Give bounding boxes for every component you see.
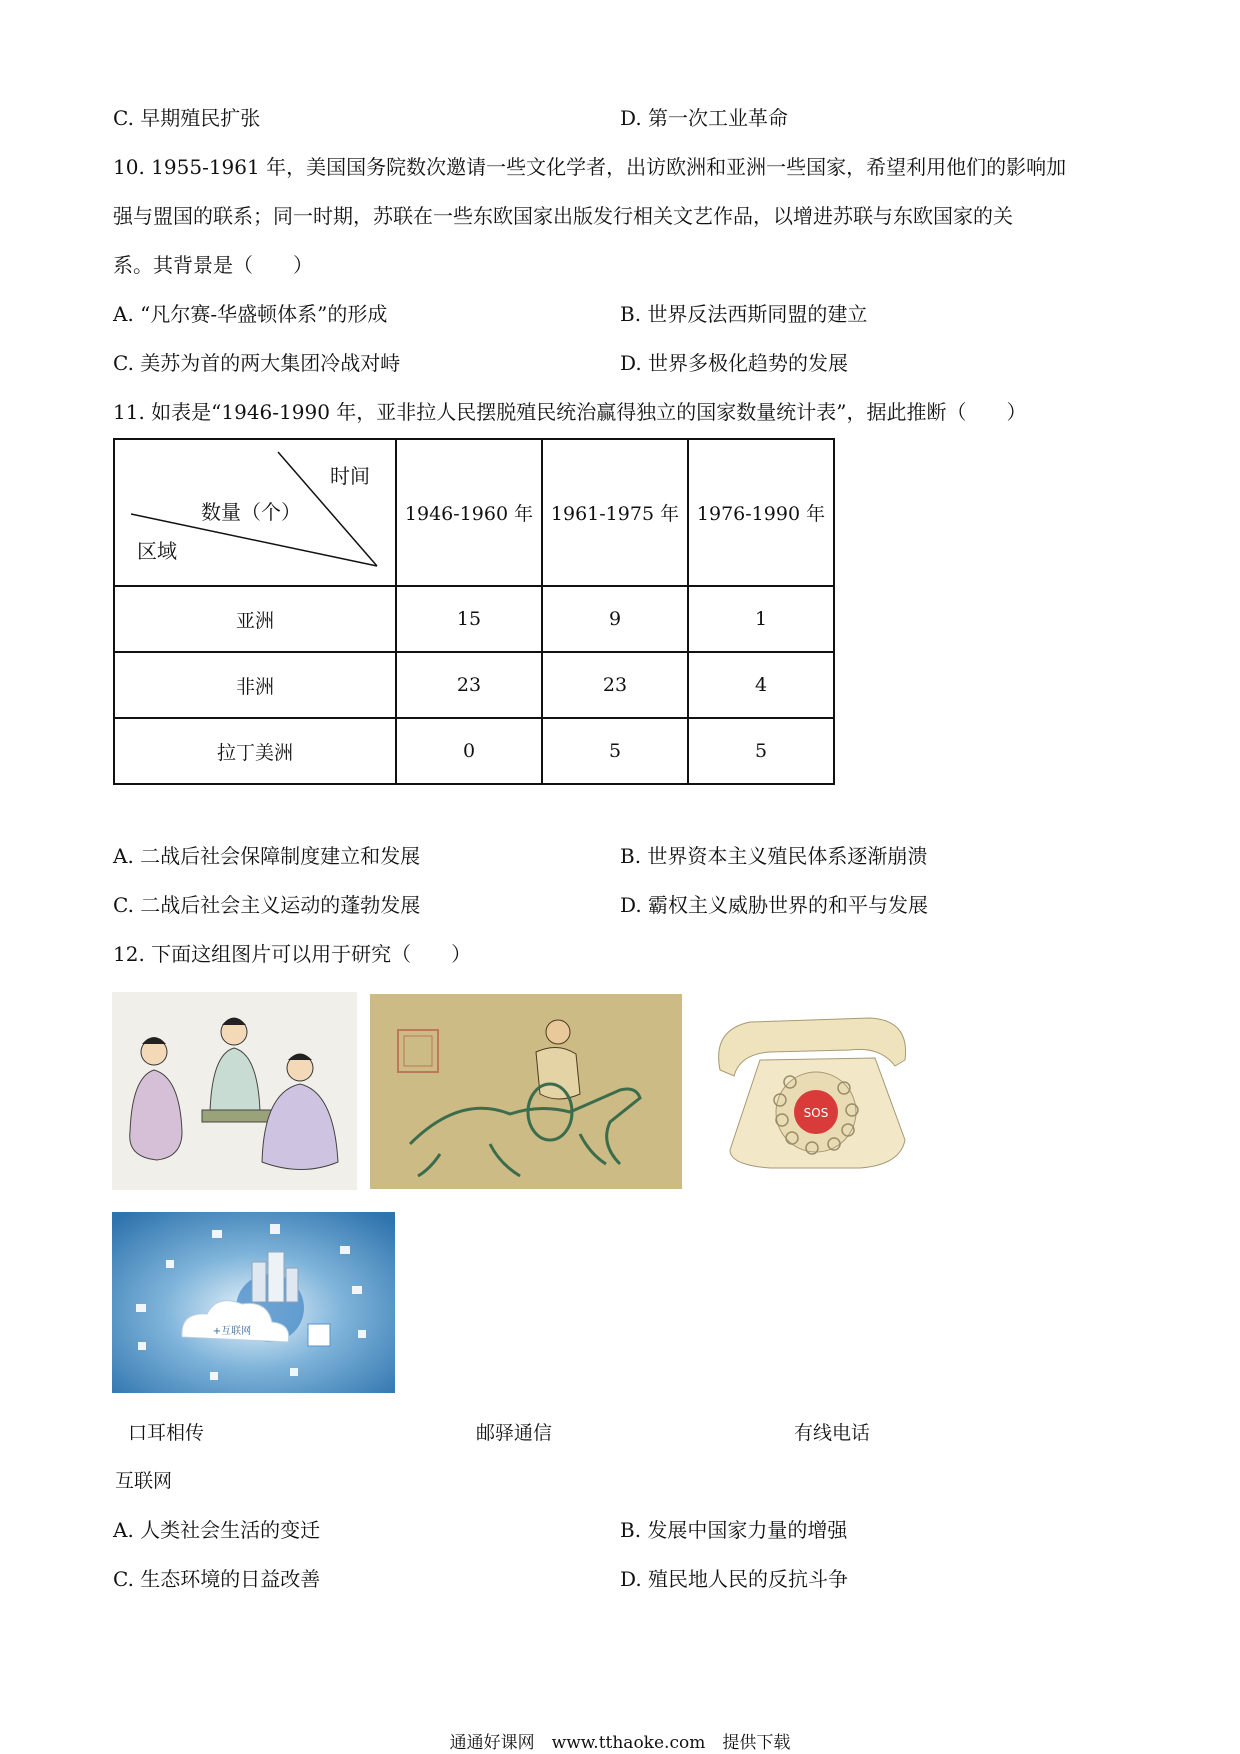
table-cell: 0 [396, 718, 542, 784]
column-header: 1961-1975 年 [542, 439, 688, 586]
postal-courier-image [370, 994, 682, 1189]
table-cell: 5 [688, 718, 834, 784]
table-cell: 1 [688, 586, 834, 652]
caption-postal-courier: 邮驿通信 [476, 1422, 553, 1444]
row-region: 拉丁美洲 [114, 718, 396, 784]
q11-option-a: A. 二战后社会保障制度建立和发展 [113, 844, 421, 868]
q12-option-b: B. 发展中国家力量的增强 [620, 1518, 848, 1542]
q10-option-c: C. 美苏为首的两大集团冷战对峙 [113, 351, 401, 375]
q10-option-d: D. 世界多极化趋势的发展 [620, 351, 849, 375]
internet-image [112, 1212, 395, 1393]
row-region: 非洲 [114, 652, 396, 718]
q10-stem-line1: 10. 1955-1961 年，美国国务院数次邀请一些文化学者，出访欧洲和亚洲一些国家，希望利用他们的影响加 [113, 155, 1067, 179]
column-header: 1946-1960 年 [396, 439, 542, 586]
row-region: 亚洲 [114, 586, 396, 652]
q11-option-d: D. 霸权主义威胁世界的和平与发展 [620, 893, 929, 917]
caption-internet: 互联网 [115, 1470, 173, 1492]
q10-option-a: A. “凡尔赛-华盛顿体系”的形成 [113, 302, 388, 326]
sos-label: SOS [803, 1106, 829, 1120]
q12-option-a: A. 人类社会生活的变迁 [113, 1518, 321, 1542]
table-row [114, 586, 834, 652]
corner-label-count: 数量（个） [201, 500, 301, 524]
word-of-mouth-image [112, 992, 357, 1190]
caption-word-of-mouth: 口耳相传 [128, 1422, 205, 1444]
corner-label-time: 时间 [330, 464, 370, 488]
table-cell: 4 [688, 652, 834, 718]
q11-option-b: B. 世界资本主义殖民体系逐渐崩溃 [620, 844, 928, 868]
table-cell: 15 [396, 586, 542, 652]
column-header: 1976-1990 年 [688, 439, 834, 586]
wired-telephone-image [700, 1000, 925, 1180]
q12-option-c: C. 生态环境的日益改善 [113, 1567, 321, 1591]
table-cell: 9 [542, 586, 688, 652]
q12-option-d: D. 殖民地人民的反抗斗争 [620, 1567, 849, 1591]
q10-option-b: B. 世界反法西斯同盟的建立 [620, 302, 868, 326]
q10-stem-line2: 强与盟国的联系；同一时期，苏联在一些东欧国家出版发行相关文艺作品，以增进苏联与东欧国家的关 [113, 204, 1013, 228]
caption-wired-telephone: 有线电话 [794, 1422, 871, 1444]
internet-cloud-label: +互联网 [212, 1326, 252, 1337]
q12-stem: 12. 下面这组图片可以用于研究（ ） [113, 942, 472, 966]
table-row [114, 652, 834, 718]
q9-option-d: D. 第一次工业革命 [620, 106, 789, 130]
corner-label-region: 区域 [137, 539, 177, 563]
table-corner-header [114, 439, 396, 586]
table-row [114, 718, 834, 784]
independence-stats-table [113, 438, 835, 785]
q11-stem: 11. 如表是“1946-1990 年，亚非拉人民摆脱殖民统治赢得独立的国家数量统计表”，据此推断（ ） [113, 400, 1027, 424]
q10-stem-line3: 系。其背景是（ ） [113, 253, 313, 277]
table-cell: 5 [542, 718, 688, 784]
q11-option-c: C. 二战后社会主义运动的蓬勃发展 [113, 893, 421, 917]
q9-option-c: C. 早期殖民扩张 [113, 106, 261, 130]
table-cell: 23 [542, 652, 688, 718]
table-cell: 23 [396, 652, 542, 718]
page-footer: 通通好课网 www.tthaoke.com 提供下载 [449, 1733, 791, 1753]
